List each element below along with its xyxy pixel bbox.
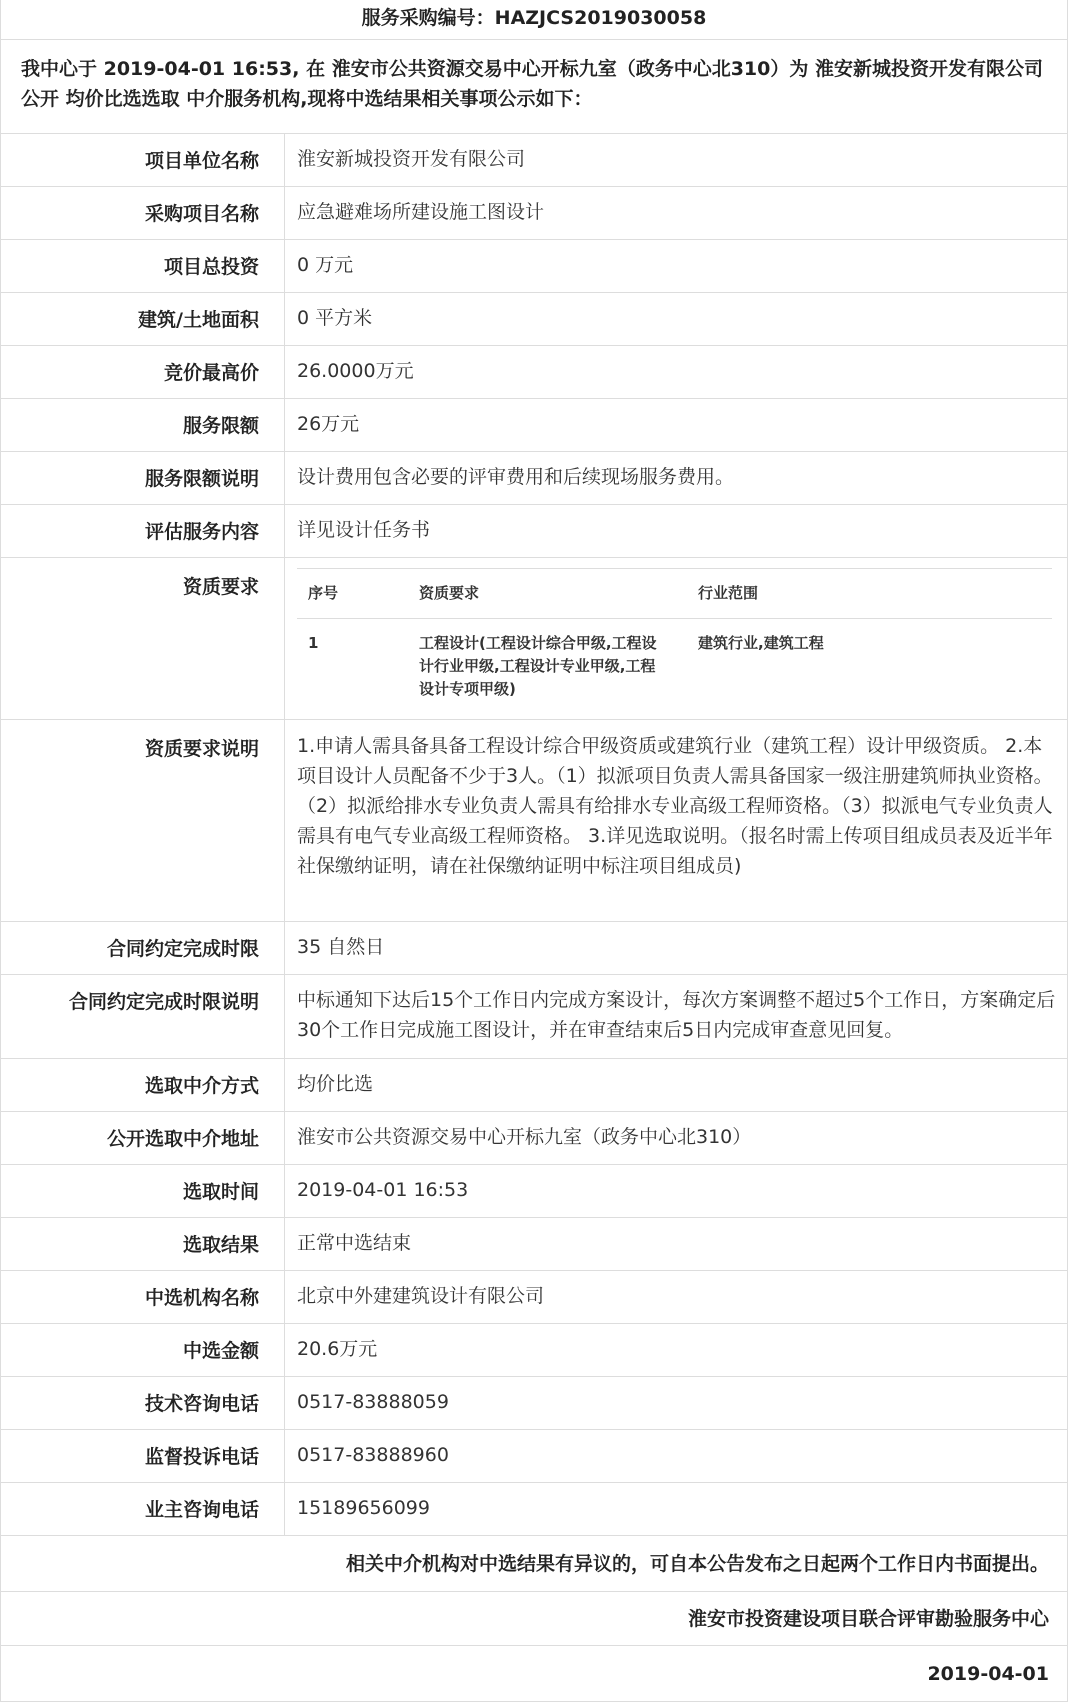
row-project-unit [1, 134, 1067, 187]
value-selection-result: 正常中选结束 [297, 1232, 412, 1254]
row-tech-phone [1, 1377, 1067, 1430]
value-tech-phone: 0517-83888059 [297, 1391, 449, 1413]
issue-date: 2019-04-01 [1, 1646, 1067, 1702]
label-service-limit-note: 服务限额说明 [144, 468, 259, 490]
row-service-limit-note [1, 452, 1067, 505]
label-selected-agency: 中选机构名称 [144, 1287, 259, 1309]
row-selection-address [1, 1112, 1067, 1165]
value-owner-phone: 15189656099 [297, 1497, 430, 1519]
label-selection-time: 选取时间 [182, 1181, 259, 1203]
value-qualification-note: 1.申请人需具备具备工程设计综合甲级资质或建筑行业（建筑工程）设计甲级资质。 2.本项目设计人员配备不少于3人。（1）拟派项目负责人需具备国家一级注册建筑师执业资格。（2）拟派给排水专业负责人需具有给排水专业高级工程师资格。（3）拟派电气专业负责人需具有电气专业高级工程师资格。 3.详见选取说明。（报名时需上传项目组成员表及近半年社保缴纳证明，请在社保缴纳证明中标注项目组成员) [297, 735, 1053, 877]
row-total-investment [1, 240, 1067, 293]
value-selection-time: 2019-04-01 16:53 [297, 1179, 469, 1201]
label-selected-amount: 中选金额 [182, 1340, 259, 1362]
value-service-limit: 26万元 [297, 413, 360, 435]
value-selected-amount: 20.6万元 [297, 1338, 378, 1360]
row-contract-deadline [1, 922, 1067, 975]
qual-item-no: 1 [308, 634, 319, 652]
value-max-price: 26.0000万元 [297, 360, 414, 382]
row-selection-method [1, 1059, 1067, 1112]
value-contract-deadline: 35 自然日 [297, 936, 385, 958]
col-header-requirement: 资质要求 [419, 584, 480, 602]
label-supervision-phone: 监督投诉电话 [144, 1446, 259, 1468]
value-service-limit-note: 设计费用包含必要的评审费用和后续现场服务费用。 [297, 466, 735, 488]
qual-item-requirement: 工程设计(工程设计综合甲级,工程设计行业甲级,工程设计专业甲级,工程设计专项甲级) [419, 634, 657, 698]
qual-item-scope: 建筑行业,建筑工程 [698, 634, 824, 652]
label-qualification-note: 资质要求说明 [144, 738, 259, 760]
announcement-intro: 我中心于 2019-04-01 16:53, 在 淮安市公共资源交易中心开标九室（政务中心北310）为 淮安新城投资开发有限公司 公开 均价比选选取 中介服务机构,现将中选结果相关事项公示如下： [1, 40, 1067, 134]
row-qualification-note [1, 720, 1067, 922]
label-selection-method: 选取中介方式 [144, 1075, 259, 1097]
row-area [1, 293, 1067, 346]
row-service-content [1, 505, 1067, 558]
row-selection-result [1, 1218, 1067, 1271]
row-service-limit [1, 399, 1067, 452]
value-total-investment: 0 万元 [297, 254, 354, 276]
procurement-number: 服务采购编号：HAZJCS2019030058 [1, 0, 1067, 40]
label-owner-phone: 业主咨询电话 [144, 1499, 259, 1521]
value-service-content: 详见设计任务书 [297, 519, 431, 541]
qualification-table [297, 568, 1052, 708]
label-contract-deadline: 合同约定完成时限 [106, 938, 259, 960]
row-owner-phone [1, 1483, 1067, 1536]
value-selection-address: 淮安市公共资源交易中心开标九室（政务中心北310） [297, 1126, 752, 1148]
value-selected-agency: 北京中外建建筑设计有限公司 [297, 1285, 545, 1307]
row-max-price [1, 346, 1067, 399]
row-qualification [1, 558, 1067, 720]
label-service-content: 评估服务内容 [144, 521, 259, 543]
issuer-name: 淮安市投资建设项目联合评审勘验服务中心 [1, 1592, 1067, 1646]
value-area: 0 平方米 [297, 307, 373, 329]
col-header-scope: 行业范围 [698, 584, 759, 602]
label-area: 建筑/土地面积 [138, 309, 259, 331]
label-total-investment: 项目总投资 [163, 256, 259, 278]
label-service-limit: 服务限额 [182, 415, 259, 437]
value-contract-deadline-note: 中标通知下达后15个工作日内完成方案设计，每次方案调整不超过5个工作日，方案确定后30个工作日完成施工图设计，并在审查结束后5日内完成审查意见回复。 [297, 989, 1056, 1041]
label-project-unit: 项目单位名称 [144, 150, 259, 172]
label-tech-phone: 技术咨询电话 [144, 1393, 259, 1415]
objection-notice: 相关中介机构对中选结果有异议的，可自本公告发布之日起两个工作日内书面提出。 [1, 1536, 1067, 1592]
label-procurement-project: 采购项目名称 [144, 203, 259, 225]
row-contract-deadline-note [1, 975, 1067, 1059]
label-qualification: 资质要求 [182, 576, 259, 598]
label-max-price: 竞价最高价 [163, 362, 259, 384]
col-header-no: 序号 [308, 584, 339, 602]
value-selection-method: 均价比选 [297, 1073, 374, 1095]
row-selected-amount [1, 1324, 1067, 1377]
label-contract-deadline-note: 合同约定完成时限说明 [68, 991, 259, 1013]
row-procurement-project [1, 187, 1067, 240]
row-supervision-phone [1, 1430, 1067, 1483]
label-selection-address: 公开选取中介地址 [106, 1128, 259, 1150]
row-selected-agency [1, 1271, 1067, 1324]
value-procurement-project: 应急避难场所建设施工图设计 [297, 201, 545, 223]
value-supervision-phone: 0517-83888960 [297, 1444, 449, 1466]
row-selection-time [1, 1165, 1067, 1218]
label-selection-result: 选取结果 [182, 1234, 259, 1256]
value-project-unit: 淮安新城投资开发有限公司 [297, 148, 526, 170]
